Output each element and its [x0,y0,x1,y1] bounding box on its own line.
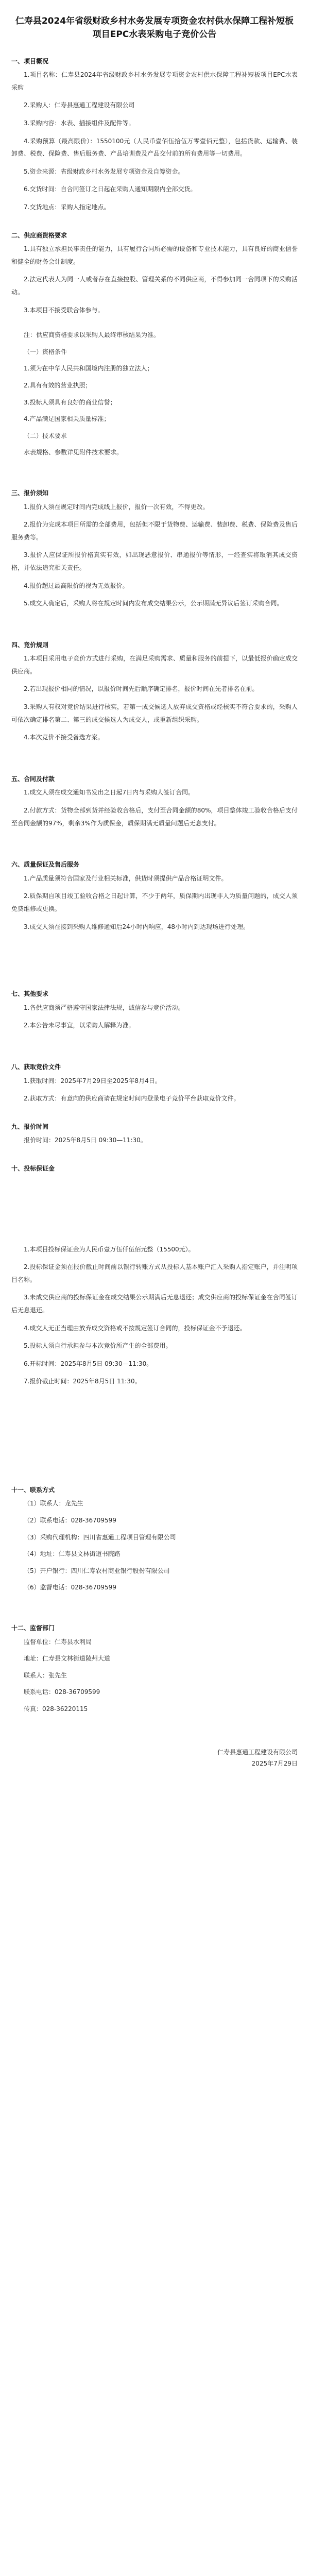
section-heading-contacts: 十一、联系方式 [11,1486,55,1494]
supervision-item: 监督单位：仁寿县水利局 [24,1638,92,1646]
section-heading-warranty: 六、质量保证及售后服务 [11,861,80,869]
quote-note-item: 4.报价超过最高限价的视为无效报价。 [24,582,129,589]
signature-block [11,1747,298,1770]
supervision-item: 联系电话：028-36709599 [24,1688,100,1696]
section-heading-supervision: 十二、监督部门 [11,1624,55,1632]
deposit-item: 4.成交人无正当理由放弃成交资格或不按规定签订合同的，投标保证金不予退还。 [24,1324,246,1332]
section-heading-qualifications: 二、供应商资格要求 [11,231,67,239]
quote-note-item: 3.报价人应保证所报价格真实有效，如出现恶意报价、串通报价等情形，一经查实将取消其成交资格，并依法追究相关责任。 [11,551,298,571]
contact-item: （4）地址：仁寿县文林街道书院路 [24,1550,121,1558]
warranty-item: 3.成交人须在接到采购人维修通知后24小时内响应，48小时内到达现场进行处理。 [24,923,249,930]
section-heading-overview: 一、项目概况 [11,57,49,65]
overview-item: 1.项目名称：仁寿县2024年省级财政乡村水务发展专项资金农村供水保障工程补短板项目EPC水表采购 [11,71,298,91]
warranty-item: 1.产品质量须符合国家及行业相关标准，供货时须提供产品合格证明文件。 [24,874,228,882]
overview-item: 6.交货时间：自合同签订之日起在采购人通知期限内全部交货。 [24,185,197,193]
deposit-item: 2.投标保证金须在报价截止时间前以银行转账方式从投标人基本账户汇入采购人指定账户，并注明项目名称。 [11,1263,298,1283]
quote-note-item: 2.报价为完成本项目所需的全部费用，包括但不限于货物费、运输费、装卸费、税费、保险费及售后服务费等。 [11,521,298,541]
bidding-rule-item: 4.本次竞价不接受备选方案。 [24,734,104,741]
signature-org: 仁寿县惠通工程建设有限公司 [217,1748,298,1756]
documents-item: 2.获取方式：有意向的供应商请在规定时间内登录电子竞价平台获取竞价文件。 [24,1095,240,1103]
section-heading-deposit: 十、投标保证金 [11,1164,55,1172]
deposit-item: 6.开标时间：2025年8月5日 09:30—11:30。 [24,1360,153,1367]
supervision-item: 地址：仁寿县文林街道陵州大道 [24,1655,111,1663]
qualification-item: 2.法定代表人为同一人或者存在直接控股、管理关系的不同供应商，不得参加同一合同项下的采购活动。 [11,276,298,296]
quote-time-item: 报价时间：2025年8月5日 09:30—11:30。 [24,1137,147,1144]
qualification-note: （一）资格条件 [24,348,67,355]
deposit-item: 1.本项目投标保证金为人民币壹万伍仟伍佰元整（15500元）。 [24,1245,195,1253]
overview-item: 5.资金来源：省级财政乡村水务发展专项资金及自筹资金。 [24,167,184,175]
quote-note-item: 5.成交人确定后，采购人将在规定时间内发布成交结果公示，公示期满无异议后签订采购合同。 [24,600,283,607]
other-item: 1.各供应商须严格遵守国家法律法规，诚信参与竞价活动。 [24,1004,184,1011]
qualification-note: 水表规格、参数详见附件技术要求。 [24,449,123,456]
qualification-item: 3.本项目不接受联合体参与。 [24,306,104,314]
deposit-item: 5.投标人须自行承担参与本次竞价所产生的全部费用。 [24,1342,172,1350]
contract-item: 2.付款方式：货物全部到货并经验收合格后，支付至合同金额的80%，项目整体竣工验收合格后支付至合同金额的97%，剩余3%作为质保金，质保期满无质量问题后无息支付。 [11,807,298,827]
bidding-rule-item: 1.本项目采用电子竞价方式进行采购，在满足采购需求、质量和服务的前提下，以最低报价确定成交供应商。 [11,655,298,675]
bidding-rule-item: 2.若出现报价相同的情况，以报价时间先后顺序确定排名，报价时间在先者排名在前。 [24,685,259,693]
overview-item: 3.采购内容：水表、插接组件及配件等。 [24,120,135,127]
documents-item: 1.获取时间：2025年7月29日至2025年8月4日。 [24,1077,161,1084]
qualification-note: （二）技术要求 [24,432,67,439]
qualification-note: 3.投标人须具有良好的商业信誉； [24,398,116,406]
contact-item: （3）采购代理机构：四川省惠通工程项目管理有限公司 [24,1533,176,1541]
section-heading-documents: 八、获取竞价文件 [11,1063,61,1071]
contact-item: （1）联系人：龙先生 [24,1500,83,1507]
deposit-item: 3.未成交供应商的投标保证金在成交结果公示期满后无息退还；成交供应商的投标保证金在合同签订后无息退还。 [11,1294,298,1314]
qualification-note: 4.产品满足国家相关质量标准； [24,415,110,423]
qualification-note: 2.具有有效的营业执照； [24,381,92,389]
section-heading-other: 七、其他要求 [11,990,49,998]
deposit-item: 7.报价截止时间：2025年8月5日 11:30。 [24,1378,141,1385]
other-item: 2.本公告未尽事宜，以采购人解释为准。 [24,1022,135,1029]
contact-item: （5）开户银行：四川仁寿农村商业银行股份有限公司 [24,1567,170,1574]
qualification-note: 注：供应商资格要求以采购人最终审核结果为准。 [24,331,160,339]
overview-item: 2.采购人：仁寿县惠通工程建设有限公司 [24,101,135,109]
section-heading-bidding-rules: 四、竞价规则 [11,641,49,649]
bidding-rule-item: 3.采购人有权对竞价结果进行核实，若第一成交候选人放弃成交资格或经核实不符合要求的，采购人可依次确定排名第二、第三的成交候选人为成交人，或重新组织采购。 [11,703,298,723]
quote-note-item: 1.报价人须在规定时间内完成线上报价，报价一次有效，不得更改。 [24,503,209,511]
warranty-item: 2.质保期自项目竣工验收合格之日起计算，不少于两年，质保期内出现非人为质量问题的，成交人须免费维修或更换。 [11,892,298,912]
supervision-item: 联系人：张先生 [24,1671,67,1679]
contract-item: 1.成交人须在成交通知书发出之日起7日内与采购人签订合同。 [24,789,195,796]
overview-item: 7.交货地点：采购人指定地点。 [24,204,110,211]
qualification-item: 1.具有独立承担民事责任的能力，具有履行合同所必需的设备和专业技术能力，具有良好的商业信誉和健全的财务会计制度。 [11,245,298,265]
page-title: 仁寿县2024年省级财政乡村水务发展专项资金农村供水保障工程补短板项目EPC水表采购电子竞价公告 [15,16,294,40]
contact-item: （2）联系电话：028-36709599 [24,1517,116,1524]
overview-item: 4.采购预算（最高限价）：1550100元（人民币壹佰伍拾伍万零壹佰元整），包括货款、运输费、装卸费、税费、保险费、售后服务费、产品培训费及产品交付前的所有费用等一切费用。 [11,137,298,158]
qualification-note: 1.须为在中华人民共和国境内注册的独立法人； [24,365,153,372]
signature-date: 2025年7月29日 [251,1760,298,1768]
contact-item: （6）监督电话：028-36709599 [24,1584,116,1591]
section-heading-quote-notes: 三、报价须知 [11,489,49,497]
supervision-item: 传真：028-36220115 [24,1705,88,1713]
section-heading-contract: 五、合同及付款 [11,775,55,783]
section-heading-quote-time: 九、报价时间 [11,1123,49,1130]
